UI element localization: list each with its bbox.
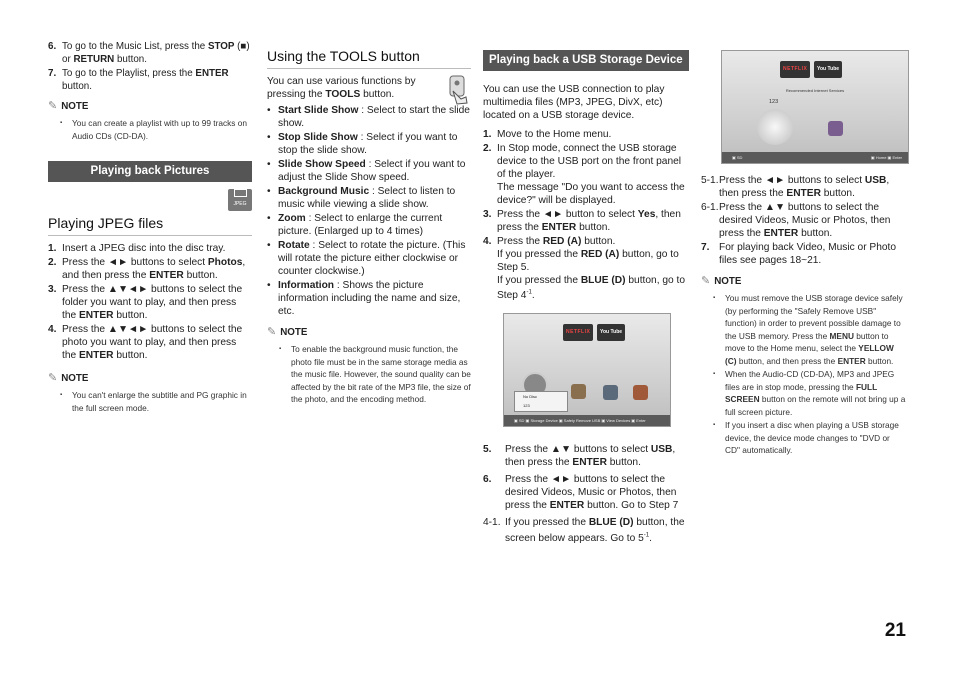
step-item: 4. Press the ▲▼◄► buttons to select the photo you want to play, and then press the ENTER button. [48, 324, 243, 361]
note-item: ▪ When the Audio-CD (CD-DA), MP3 and JPEG files are in stop mode, pressing the FULL SCREEN button on the remote will not bring up a full screen picture. [713, 368, 906, 418]
step-item: 1. Move to the Home menu. [483, 129, 612, 140]
usb-steps [483, 128, 689, 302]
step-item: 4-1. If you pressed the BLUE (D) button, the screen below appears. Go to $5^{-1}$. [483, 517, 685, 544]
photos-icon [828, 121, 843, 136]
note-heading: ✎ NOTE [701, 275, 742, 287]
column-4 [701, 50, 906, 458]
step-item: 7. For playing back Video, Music or Photo files see pages 18~21. [701, 242, 897, 266]
note-item: ▪ If you insert a disc when playing a USB storage device, the device mode changes to "DVD or CD" automatically. [713, 419, 906, 457]
pencil-icon: ✎ [267, 326, 277, 338]
step-item: 2. Press the ◄► buttons to select Photos, and then press the ENTER button. [48, 257, 246, 281]
note-heading: ✎ NOTE [48, 372, 89, 384]
youtube-logo: You Tube [814, 61, 842, 78]
videos-icon [571, 384, 586, 399]
music-icon [603, 385, 618, 400]
remote-hand-icon [447, 75, 471, 105]
tools-list [267, 104, 471, 318]
tools-item: • Start Slide Show : Select to start the slide show. [267, 104, 471, 130]
note-heading: ✎ NOTE [48, 100, 89, 112]
step-item: 7. To go to the Playlist, press the ENTER button. [48, 68, 229, 92]
heading-tools: Using the TOOLS button [267, 50, 471, 69]
pencil-icon: ✎ [48, 100, 58, 112]
column-1 [48, 40, 252, 415]
usb-intro: You can use the USB connection to play multimedia files (MP3, JPEG, DivX, etc) located on a USB storage device. [483, 84, 665, 121]
photos-icon [633, 385, 648, 400]
tools-item: • Slide Show Speed : Select if you want to adjust the Slide Show speed. [267, 158, 471, 184]
step-text: To go to the Playlist, press the ENTER button. [62, 68, 229, 92]
step-item: 1. Insert a JPEG disc into the disc tray. [48, 243, 226, 254]
screen-bottom-bar: ▣ SD ▣ Storage Device ▣ Safely Remove USB ▣ View Devices ▣ Enter [504, 415, 670, 426]
device-label: 123 [769, 99, 779, 105]
page-number: 21 [884, 620, 906, 641]
pencil-icon: ✎ [701, 275, 711, 287]
note-item: ▪ You can create a playlist with up to 99 tracks on Audio CDs (CD-DA). [60, 117, 252, 142]
tools-item: • Information : Shows the picture information including the name and size, etc. [267, 279, 471, 318]
step-item: 5. Press the ▲▼ buttons to select USB, then press the ENTER button. [483, 444, 676, 469]
usb-icon [757, 109, 793, 145]
pencil-icon: ✎ [48, 372, 58, 384]
music-steps [48, 40, 252, 93]
screen-caption: Recommended Internet Services [785, 88, 845, 93]
jpeg-steps [48, 242, 252, 362]
column-3 [483, 50, 689, 546]
step-text: To go to the Music List, press the STOP (■) or RETURN button. [62, 41, 250, 65]
tools-item: • Zoom : Select to enlarge the current picture. (Enlarged up to 4 times) [267, 212, 471, 238]
step-item: 6. Press the ◄► buttons to select the desired Videos, Music or Photos, then press the ENTER button. Go to Step 7 [483, 474, 679, 512]
note-item: ▪ You can't enlarge the subtitle and PG graphic in the full screen mode. [60, 389, 252, 414]
step-item: 5-1. Press the ◄► buttons to select USB, then press the ENTER button. [701, 175, 890, 199]
step-item: 4. Press the RED (A) button. If you pressed the RED (A) button, go to Step 5. If you pressed the BLUE (D) button, go to Step $4^{-1}$. [483, 236, 686, 302]
jpeg-icon: JPEG [228, 189, 252, 211]
section-title-pictures: Playing back Pictures [48, 161, 252, 182]
step-item: 3. Press the ▲▼◄► buttons to select the folder you want to play, and then press the ENTER button. [48, 284, 243, 321]
tools-item: • Background Music : Select to listen to music while viewing a slide show. [267, 185, 471, 211]
usb-screen-image [721, 50, 909, 164]
step-item: 6. To go to the Music List, press the STOP (■) or RETURN button. [48, 41, 250, 65]
column-2 [267, 50, 471, 407]
netflix-logo: NETFLIX [780, 61, 810, 78]
heading-jpeg: Playing JPEG files [48, 217, 252, 236]
screen-bottom-bar: ▣ SD ▣ Home ▣ Enter [722, 152, 908, 163]
note-list [701, 292, 906, 457]
device-panel: No Disc 123 [514, 391, 568, 412]
step-item: 3. Press the ◄► button to select Yes, then press the ENTER button. [483, 209, 681, 233]
section-title-usb: Playing back a USB Storage Device [483, 50, 689, 71]
tools-intro: You can use various functions by pressing the TOOLS button. [267, 75, 471, 101]
tools-item: • Stop Slide Show : Select if you want to stop the slide show. [267, 131, 471, 157]
note-list [267, 343, 471, 406]
note-item: ▪ To enable the background music function, the photo file must be in the same storage media as the music file. However, the sound quality can be affected by the bit rate of the MP3 file, the size of the photo, and the encoding method. [279, 343, 471, 406]
netflix-logo: NETFLIX [563, 324, 593, 341]
note-heading: ✎ NOTE [267, 326, 308, 338]
usb-steps-2 [483, 443, 689, 544]
usb-steps-3 [701, 174, 906, 267]
step-item: 6-1. Press the ▲▼ buttons to select the desired Videos, Music or Photos, then press the ENTER button. [701, 202, 891, 239]
note-list [48, 389, 252, 414]
youtube-logo: You Tube [597, 324, 625, 341]
note-list [48, 117, 252, 142]
tools-item: • Rotate : Select to rotate the picture. (This will rotate the picture either clockwise or counter clockwise.) [267, 239, 471, 278]
note-item: ▪ You must remove the USB storage device safely (by performing the "Safely Remove USB" function) in order to prevent possible damage to the USB memory. Press the MENU button to move to the Home menu, select the YELLOW (C) button, and then press the ENTER button. [713, 292, 906, 367]
step-item: 2. In Stop mode, connect the USB storage device to the USB port on the front panel of the player. The message "Do you want to access the device?" will be displayed. [483, 143, 685, 206]
home-screen-image [503, 313, 671, 427]
